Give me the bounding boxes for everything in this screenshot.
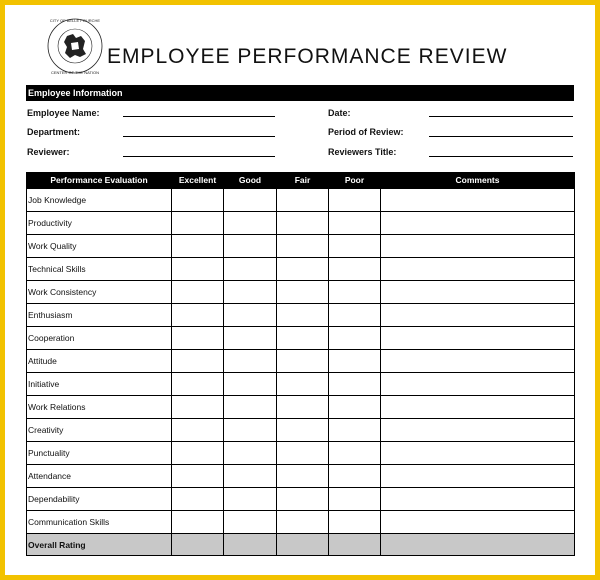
comments-cell[interactable] (381, 189, 575, 212)
poor-cell[interactable] (329, 511, 381, 534)
date-field[interactable] (429, 116, 573, 117)
criterion-label-work-relations: Work Relations (27, 396, 172, 419)
poor-cell[interactable] (329, 442, 381, 465)
comments-cell[interactable] (381, 327, 575, 350)
good-cell[interactable] (224, 373, 277, 396)
criterion-label-technical-skills: Technical Skills (27, 258, 172, 281)
employee-name-label: Employee Name: (27, 108, 100, 118)
table-row (27, 511, 575, 534)
good-cell[interactable] (224, 258, 277, 281)
table-row (27, 281, 575, 304)
poor-cell[interactable] (329, 350, 381, 373)
comments-cell[interactable] (381, 373, 575, 396)
excellent-cell[interactable] (172, 373, 224, 396)
comments-cell[interactable] (381, 396, 575, 419)
column-header-good: Good (224, 172, 277, 189)
document-title: EMPLOYEE PERFORMANCE REVIEW (107, 45, 508, 68)
comments-cell[interactable] (381, 511, 575, 534)
good-cell[interactable] (224, 189, 277, 212)
good-cell[interactable] (224, 442, 277, 465)
poor-cell[interactable] (329, 304, 381, 327)
fair-cell[interactable] (277, 511, 329, 534)
criterion-label-dependability: Dependability (27, 488, 172, 511)
excellent-cell[interactable] (172, 419, 224, 442)
city-seal-logo (45, 16, 105, 76)
good-cell[interactable] (224, 396, 277, 419)
excellent-cell[interactable] (172, 235, 224, 258)
comments-cell[interactable] (381, 442, 575, 465)
excellent-cell[interactable] (172, 189, 224, 212)
reviewers-title-field[interactable] (429, 156, 573, 157)
good-cell[interactable] (224, 511, 277, 534)
excellent-cell[interactable] (172, 212, 224, 235)
comments-cell[interactable] (381, 258, 575, 281)
poor-cell[interactable] (329, 373, 381, 396)
fair-cell[interactable] (277, 304, 329, 327)
comments-cell[interactable] (381, 350, 575, 373)
excellent-cell[interactable] (172, 488, 224, 511)
column-header-poor: Poor (329, 172, 381, 189)
table-row (27, 442, 575, 465)
employee-name-field[interactable] (123, 116, 275, 117)
comments-cell[interactable] (381, 235, 575, 258)
criterion-label-communication-skills: Communication Skills (27, 511, 172, 534)
excellent-cell[interactable] (172, 396, 224, 419)
table-row (27, 189, 575, 212)
svg-text:CENTER OF THE NATION: CENTER OF THE NATION (50, 70, 100, 75)
comments-cell[interactable] (381, 281, 575, 304)
department-field[interactable] (123, 136, 275, 137)
good-cell[interactable] (224, 327, 277, 350)
good-cell[interactable] (224, 212, 277, 235)
excellent-cell[interactable] (172, 258, 224, 281)
performance-evaluation-table (26, 172, 575, 556)
comments-cell[interactable] (381, 304, 575, 327)
good-cell[interactable] (224, 304, 277, 327)
table-row (27, 212, 575, 235)
table-row (27, 419, 575, 442)
column-header-fair: Fair (277, 172, 329, 189)
period-of-review-label: Period of Review: (328, 127, 404, 137)
table-row (27, 304, 575, 327)
table-row (27, 488, 575, 511)
fair-cell[interactable] (277, 189, 329, 212)
date-label: Date: (328, 108, 351, 118)
criterion-label-punctuality: Punctuality (27, 442, 172, 465)
fair-cell[interactable] (277, 258, 329, 281)
excellent-cell[interactable] (172, 304, 224, 327)
fair-cell[interactable] (277, 281, 329, 304)
column-header-comments: Comments (381, 172, 575, 189)
criterion-label-attendance: Attendance (27, 465, 172, 488)
table-row (27, 373, 575, 396)
good-cell[interactable] (224, 419, 277, 442)
poor-cell[interactable] (329, 258, 381, 281)
column-header-excellent: Excellent (172, 172, 224, 189)
table-header-row (27, 172, 575, 189)
good-cell[interactable] (224, 534, 277, 556)
table-row (27, 396, 575, 419)
fair-cell[interactable] (277, 488, 329, 511)
poor-cell[interactable] (329, 189, 381, 212)
good-cell[interactable] (224, 488, 277, 511)
criterion-label-creativity: Creativity (27, 419, 172, 442)
criterion-label-attitude: Attitude (27, 350, 172, 373)
comments-cell[interactable] (381, 534, 575, 556)
comments-cell[interactable] (381, 419, 575, 442)
criterion-label-enthusiasm: Enthusiasm (27, 304, 172, 327)
table-row (27, 258, 575, 281)
table-row (27, 350, 575, 373)
poor-cell[interactable] (329, 396, 381, 419)
criterion-label-work-consistency: Work Consistency (27, 281, 172, 304)
fair-cell[interactable] (277, 373, 329, 396)
poor-cell[interactable] (329, 488, 381, 511)
poor-cell[interactable] (329, 235, 381, 258)
fair-cell[interactable] (277, 396, 329, 419)
criterion-label-work-quality: Work Quality (27, 235, 172, 258)
excellent-cell[interactable] (172, 534, 224, 556)
reviewer-field[interactable] (123, 156, 275, 157)
fair-cell[interactable] (277, 212, 329, 235)
fair-cell[interactable] (277, 350, 329, 373)
poor-cell[interactable] (329, 419, 381, 442)
poor-cell[interactable] (329, 212, 381, 235)
good-cell[interactable] (224, 235, 277, 258)
column-header-performance-evaluation: Performance Evaluation (27, 172, 172, 189)
criterion-label-overall-rating: Overall Rating (27, 534, 172, 556)
criterion-label-job-knowledge: Job Knowledge (27, 189, 172, 212)
fair-cell[interactable] (277, 442, 329, 465)
table-row (27, 465, 575, 488)
comments-cell[interactable] (381, 212, 575, 235)
excellent-cell[interactable] (172, 327, 224, 350)
period-of-review-field[interactable] (429, 136, 573, 137)
table-row (27, 327, 575, 350)
good-cell[interactable] (224, 281, 277, 304)
reviewer-label: Reviewer: (27, 147, 70, 157)
criterion-label-productivity: Productivity (27, 212, 172, 235)
reviewers-title-label: Reviewers Title: (328, 147, 397, 157)
good-cell[interactable] (224, 465, 277, 488)
poor-cell[interactable] (329, 327, 381, 350)
excellent-cell[interactable] (172, 350, 224, 373)
fair-cell[interactable] (277, 534, 329, 556)
fair-cell[interactable] (277, 465, 329, 488)
poor-cell[interactable] (329, 534, 381, 556)
excellent-cell[interactable] (172, 511, 224, 534)
section-header-employee-information: Employee Information (26, 85, 574, 101)
criterion-label-cooperation: Cooperation (27, 327, 172, 350)
excellent-cell[interactable] (172, 465, 224, 488)
document-page (5, 5, 595, 575)
poor-cell[interactable] (329, 281, 381, 304)
evaluation-rows (27, 189, 575, 556)
department-label: Department: (27, 127, 81, 137)
good-cell[interactable] (224, 350, 277, 373)
fair-cell[interactable] (277, 235, 329, 258)
fair-cell[interactable] (277, 419, 329, 442)
comments-cell[interactable] (381, 488, 575, 511)
fair-cell[interactable] (277, 327, 329, 350)
overall-rating-row (27, 534, 575, 556)
poor-cell[interactable] (329, 465, 381, 488)
excellent-cell[interactable] (172, 442, 224, 465)
excellent-cell[interactable] (172, 281, 224, 304)
svg-text:CITY OF BELLE FOURCHE: CITY OF BELLE FOURCHE (49, 18, 101, 23)
table-row (27, 235, 575, 258)
criterion-label-initiative: Initiative (27, 373, 172, 396)
comments-cell[interactable] (381, 465, 575, 488)
